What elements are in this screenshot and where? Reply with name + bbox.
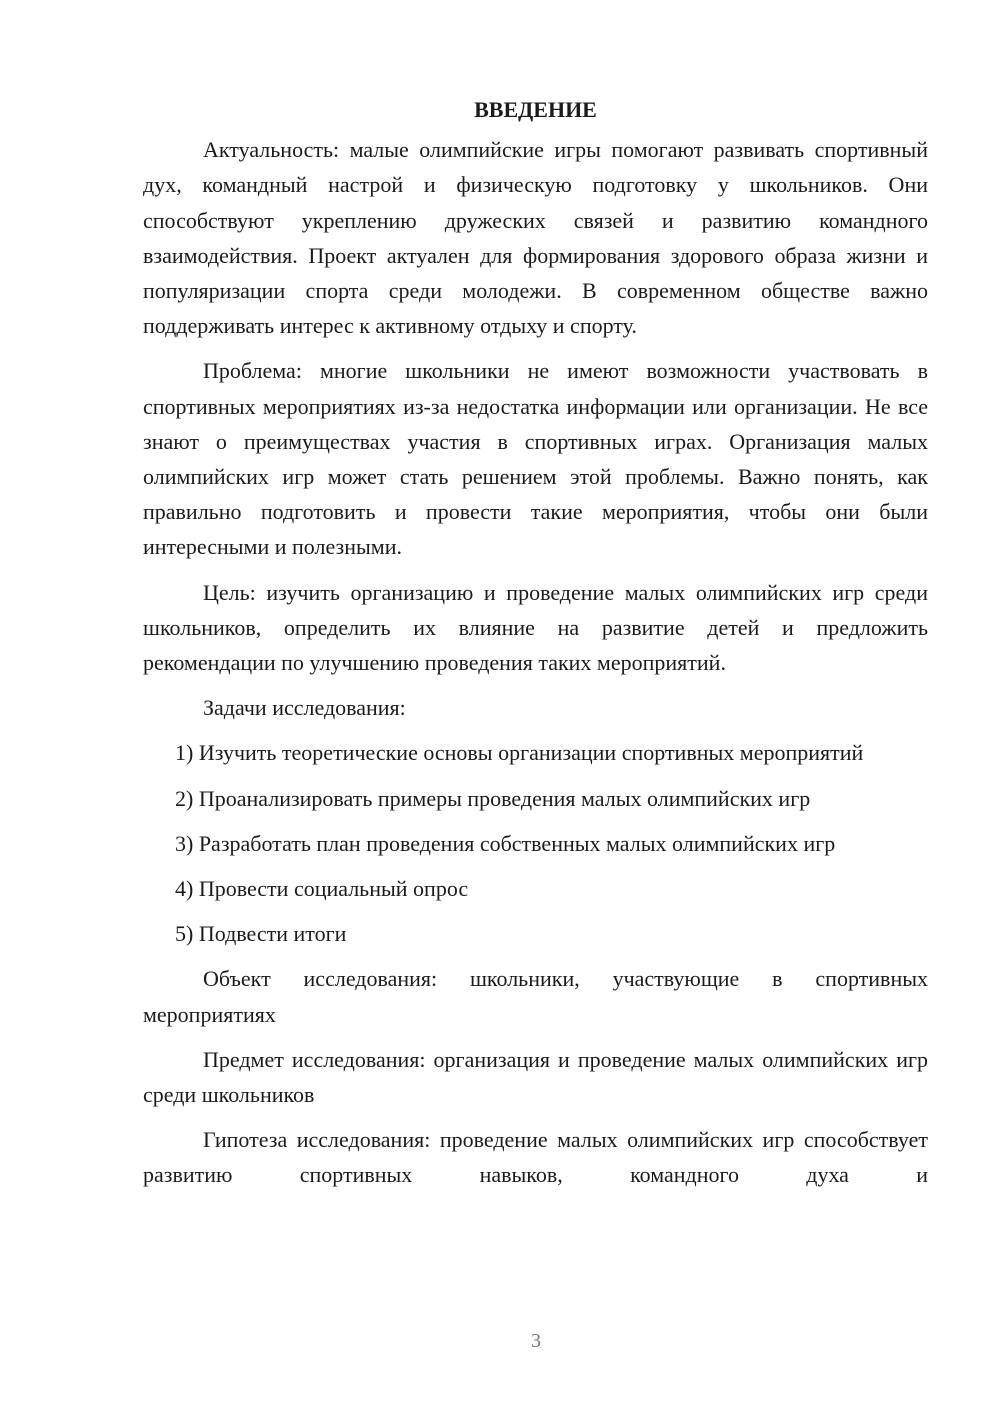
paragraph-subject: Предмет исследования: организация и проведение малых олимпийских игр среди школьников: [143, 1046, 928, 1108]
paragraph-problem: Проблема: многие школьники не имеют возможности участвовать в спортивных мероприятиях из-за недостатка информации или организации. Не все знают о преимуществах участия в спортивных играх. Организация малых олимпийских игр может стать решением этой проблемы. Важно понять, как правильно подготовить и провести такие мероприятия, чтобы они были интересными и полезными.: [143, 358, 928, 560]
tasks-heading: Задачи исследования:: [203, 695, 406, 721]
paragraph-hypothesis: Гипотеза исследования: проведение малых олимпийских игр способствует развитию спортивных навыков, командного духа и: [143, 1127, 928, 1188]
list-item: 4) Провести социальный опрос: [175, 876, 469, 902]
paragraph-relevance: Актуальность: малые олимпийские игры помогают развивать спортивный дух, командный настрой и физическую подготовку у школьников. Они способствуют укреплению дружеских связей и развитию командного взаимодействия. Проект актуален для формирования здорового образа жизни и популяризации спорта среди молодежи. В современном обществе важно поддерживать интерес к активному отдыху и спорту.: [143, 137, 928, 339]
page-number: 3: [531, 1330, 541, 1352]
list-item: 1) Изучить теоретические основы организации спортивных мероприятий: [175, 740, 864, 766]
document-page: [143, 92, 928, 1203]
tasks-list: [143, 735, 928, 951]
list-item: 5) Подвести итоги: [175, 921, 347, 947]
paragraph-goal: Цель: изучить организацию и проведение малых олимпийских игр среди школьников, определить их влияние на развитие детей и предложить рекомендации по улучшению проведения таких мероприятий.: [143, 579, 928, 676]
list-item: 2) Проанализировать примеры проведения малых олимпийских игр: [175, 785, 811, 811]
list-item: 3) Разработать план проведения собственных малых олимпийских игр: [175, 830, 836, 856]
paragraph-object: Объект исследования: школьники, участвующие в спортивных мероприятиях: [143, 966, 928, 1027]
page-title: ВВЕДЕНИЕ: [474, 97, 597, 122]
